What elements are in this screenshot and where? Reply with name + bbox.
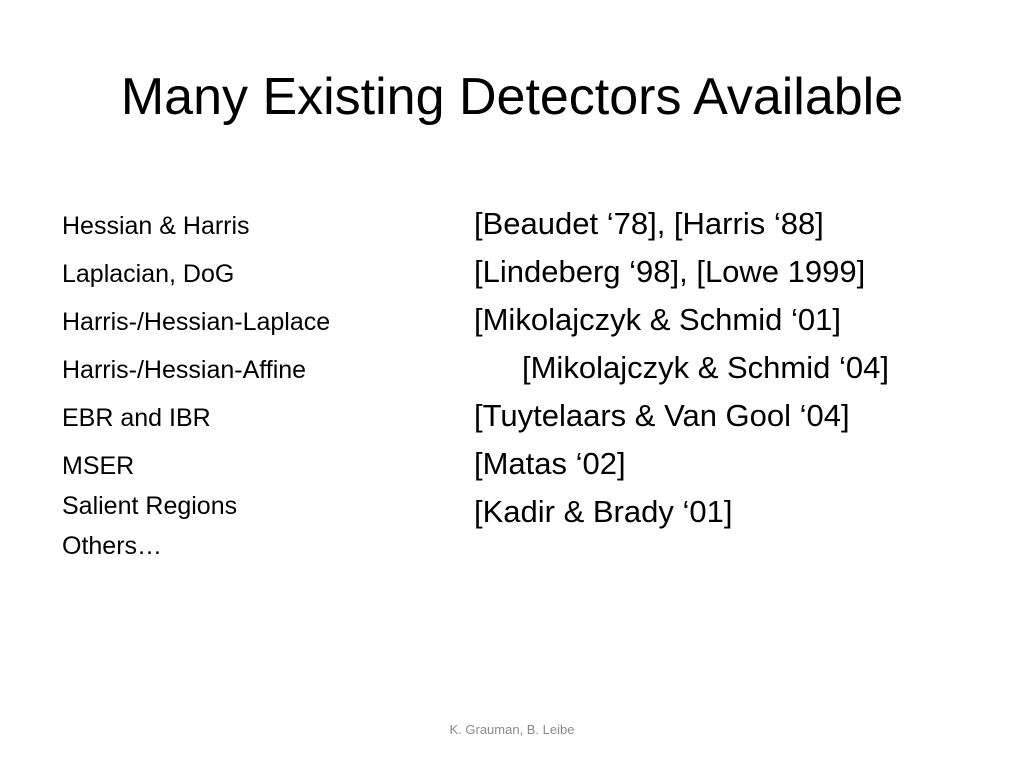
detector-item: Salient Regions [62, 492, 238, 520]
reference-list [474, 202, 1014, 538]
reference-item: [Lindeberg ‘98], [Lowe 1999] [474, 254, 866, 289]
reference-item: [Tuytelaars & Van Gool ‘04] [474, 398, 850, 433]
reference-item: [Mikolajczyk & Schmid ‘04] [522, 350, 889, 385]
detector-item: Laplacian, DoG [62, 260, 235, 288]
detector-item: Hessian & Harris [62, 212, 250, 240]
reference-item: [Matas ‘02] [474, 446, 626, 481]
detector-item: Others… [62, 532, 163, 560]
detector-item: Harris-/Hessian-Laplace [62, 308, 331, 336]
reference-item: [Mikolajczyk & Schmid ‘01] [474, 302, 841, 337]
detector-item: MSER [62, 452, 135, 480]
detector-item: Harris-/Hessian-Affine [62, 356, 307, 384]
detector-list [62, 207, 452, 575]
reference-item: [Kadir & Brady ‘01] [474, 494, 733, 529]
footer-credit: K. Grauman, B. Leibe [449, 722, 575, 737]
slide-title: Many Existing Detectors Available [120, 68, 904, 126]
reference-item: [Beaudet ‘78], [Harris ‘88] [474, 206, 824, 241]
detector-item: EBR and IBR [62, 404, 211, 432]
